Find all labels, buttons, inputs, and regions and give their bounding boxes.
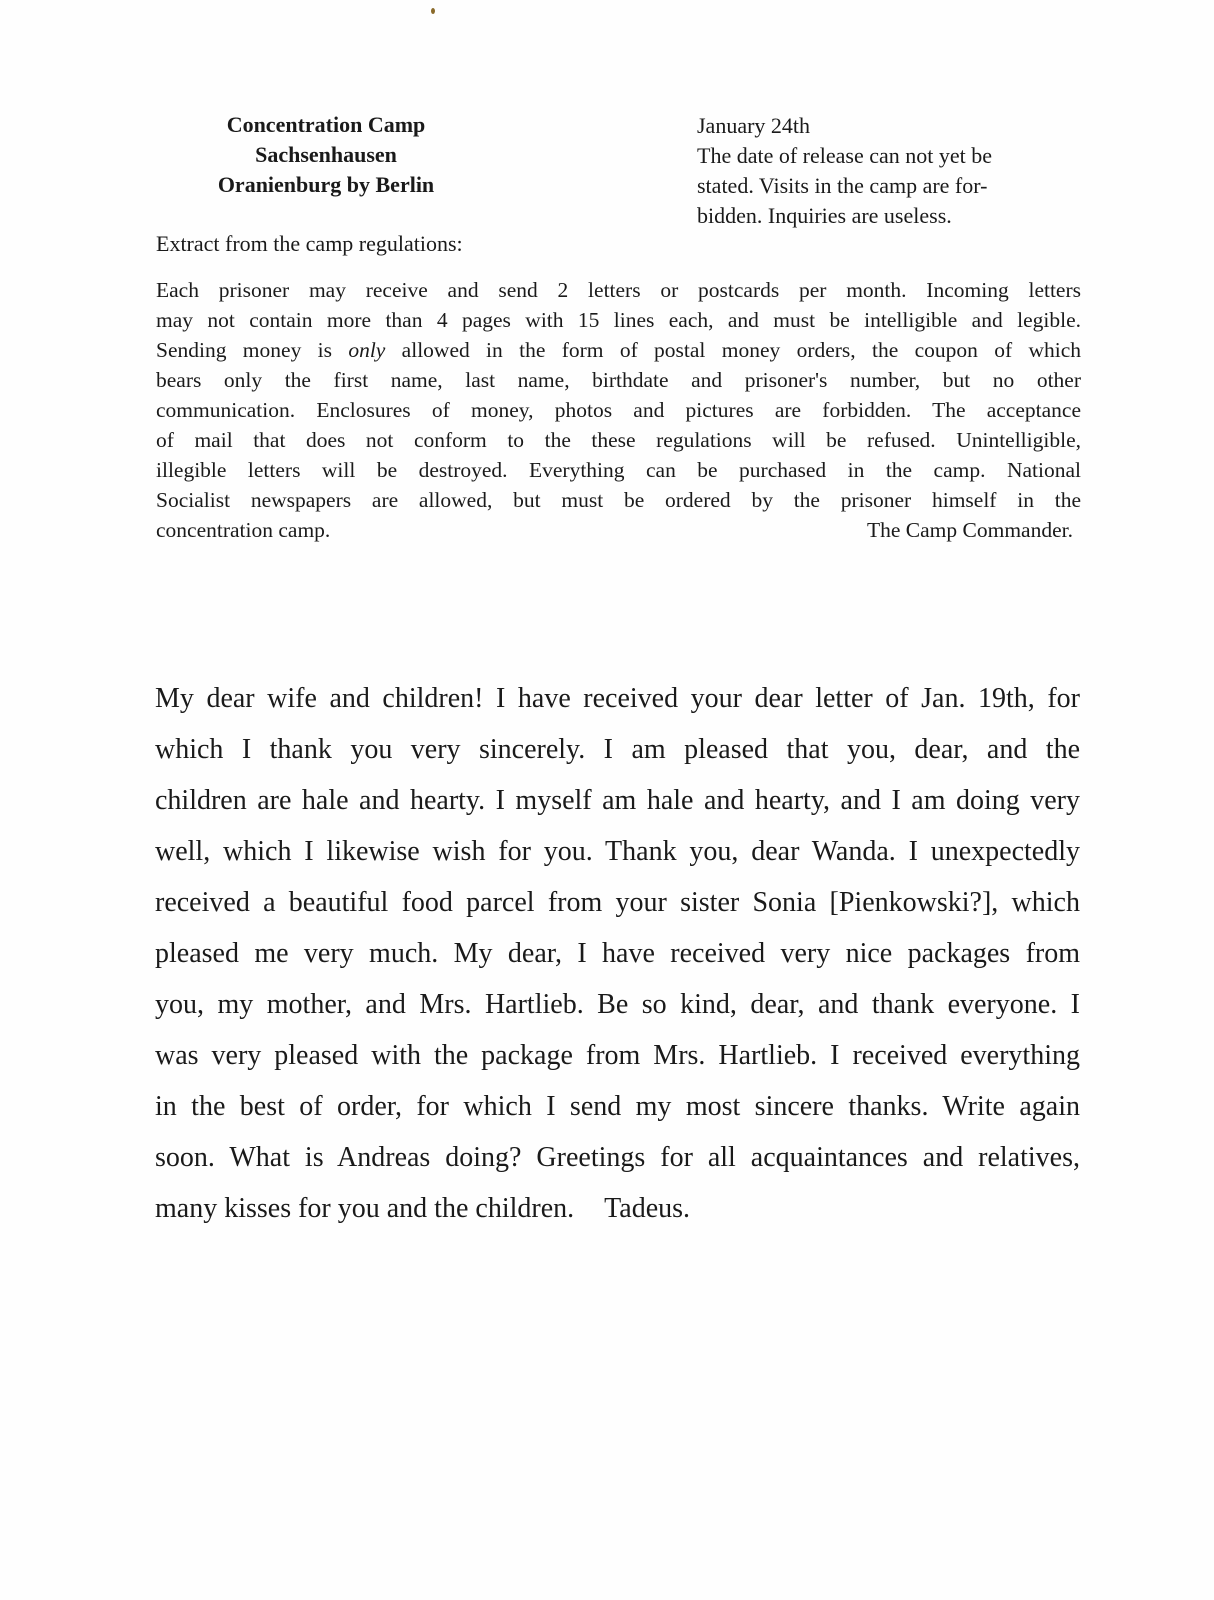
regulations-line: Socialist newspapers are allowed, but must be ordered by the prisoner himself in the xyxy=(156,488,1081,512)
letter-body xyxy=(155,673,1080,1234)
letter-line: children are hale and hearty. I myself am hale and hearty, and I am doing very xyxy=(155,785,1080,816)
camp-address-block xyxy=(176,110,476,200)
notice-line: bidden. Inquiries are useless. xyxy=(697,203,952,228)
regulations-line: of mail that does not conform to the these regulations will be refused. Unintelligible, xyxy=(156,428,1081,452)
regulations-line-prefix: Sending money is xyxy=(156,338,332,362)
letter-line: pleased me very much. My dear, I have received very nice packages from xyxy=(155,938,1080,969)
letter-line: received a beautiful food parcel from your sister Sonia [Pienkowski?], which xyxy=(155,887,1080,918)
emphasis-only: only xyxy=(348,338,386,362)
letter-line: you, my mother, and Mrs. Hartlieb. Be so kind, dear, and thank everyone. I xyxy=(155,989,1080,1020)
regulations-line: may not contain more than 4 pages with 15 lines each, and must be intelligible and legible. xyxy=(156,308,1081,332)
camp-address-line: Sachsenhausen xyxy=(255,142,397,167)
letter-signature: Tadeus. xyxy=(604,1193,691,1224)
letter-line: was very pleased with the package from Mrs. Hartlieb. I received everything xyxy=(155,1040,1080,1071)
letter-last-line xyxy=(155,1183,1080,1234)
regulations-line xyxy=(156,335,1081,365)
camp-commander-signoff: The Camp Commander. xyxy=(866,518,1073,542)
letter-line: My dear wife and children! I have received your dear letter of Jan. 19th, for xyxy=(155,683,1080,714)
release-notice-block xyxy=(697,111,1067,231)
notice-line: stated. Visits in the camp are for- xyxy=(697,173,988,198)
regulations-line: illegible letters will be destroyed. Everything can be purchased in the camp. National xyxy=(156,458,1081,482)
regulations-line: communication. Enclosures of money, photos and pictures are forbidden. The acceptance xyxy=(156,398,1081,422)
letter-line: many kisses for you and the children. xyxy=(155,1193,575,1224)
regulations-line: bears only the first name, last name, birthdate and prisoner's number, but no other xyxy=(156,368,1081,392)
regulations-paragraph xyxy=(156,275,1081,545)
letter-line: in the best of order, for which I send my most sincere thanks. Write again xyxy=(155,1091,1080,1122)
regulations-heading: Extract from the camp regulations: xyxy=(156,231,463,256)
letter-date: January 24th xyxy=(697,113,811,138)
letter-line: which I thank you very sincerely. I am pleased that you, dear, and the xyxy=(155,734,1080,765)
notice-line: The date of release can not yet be xyxy=(697,143,993,168)
camp-address-line: Concentration Camp xyxy=(226,112,426,137)
regulations-line: concentration camp. xyxy=(156,518,331,542)
letter-line: soon. What is Andreas doing? Greetings for all acquaintances and relatives, xyxy=(155,1142,1080,1173)
letter-line: well, which I likewise wish for you. Thank you, dear Wanda. I unexpectedly xyxy=(155,836,1080,867)
camp-address-line: Oranienburg by Berlin xyxy=(217,172,435,197)
regulations-last-line xyxy=(156,515,1081,545)
regulations-line-rest: allowed in the form of postal money orders, the coupon of which xyxy=(401,338,1081,362)
regulations-line: Each prisoner may receive and send 2 letters or postcards per month. Incoming letters xyxy=(156,278,1081,302)
ink-speck xyxy=(431,8,435,14)
